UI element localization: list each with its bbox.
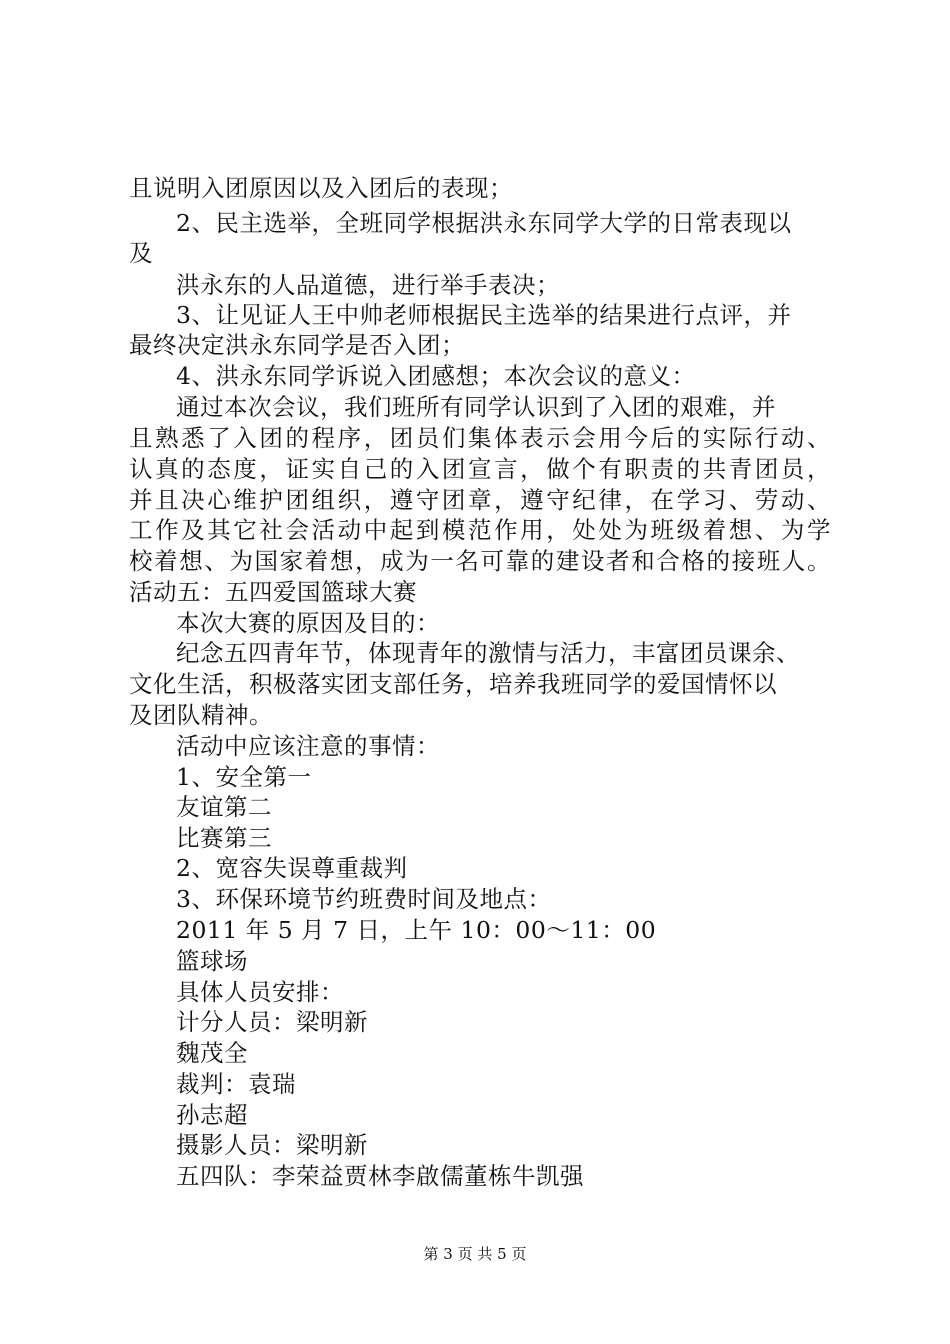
text-line: 洪永东的人品道德，进行举手表决； (176, 271, 560, 299)
text-line: 本次大赛的原因及目的： (176, 609, 440, 637)
text-line: 孙志超 (176, 1101, 248, 1129)
page-footer: 第 3 页 共 5 页 (423, 1245, 527, 1263)
text-line: 且说明入团原因以及入团后的表现； (129, 174, 513, 202)
text-line: 篮球场 (176, 947, 248, 975)
text-line: 摄影人员：梁明新 (176, 1131, 368, 1159)
text-line: 具体人员安排： (176, 978, 344, 1006)
text-line: 工作及其它社会活动中起到模范作用，处处为班级着想、为学 (129, 516, 831, 544)
text-line: 认真的态度，证实自己的入团宣言，做个有职责的共青团员， (129, 455, 831, 483)
text-line: 通过本次会议，我们班所有同学认识到了入团的艰难，并 (176, 393, 776, 421)
text-line: 文化生活，积极落实团支部任务，培养我班同学的爱国情怀以 (129, 670, 777, 698)
text-line: 比赛第三 (176, 824, 272, 852)
text-line: 2、民主选举，全班同学根据洪永东同学大学的日常表现以 (176, 209, 792, 237)
text-line: 校着想、为国家着想，成为一名可靠的建设者和合格的接班人。 (129, 547, 831, 575)
text-line: 计分人员：梁明新 (176, 1008, 368, 1036)
text-line: 1、安全第一 (176, 763, 312, 791)
text-line: 并且决心维护团组织，遵守团章，遵守纪律，在学习、劳动、 (129, 486, 831, 514)
text-line: 2、宽容失误尊重裁判 (176, 854, 408, 882)
text-line: 活动中应该注意的事情： (176, 732, 440, 760)
text-line: 及团队精神。 (129, 701, 273, 729)
text-line: 裁判：袁瑞 (176, 1070, 296, 1098)
text-line: 2011 年 5 月 7 日，上午 10：00～11：00 (176, 916, 657, 944)
text-line: 最终决定洪永东同学是否入团； (129, 331, 465, 359)
text-line: 且熟悉了入团的程序，团员们集体表示会用今后的实际行动、 (129, 424, 831, 452)
text-line: 3、让见证人王中帅老师根据民主选举的结果进行点评，并 (176, 301, 792, 329)
text-line: 3、环保环境节约班费时间及地点： (176, 885, 552, 913)
text-line: 纪念五四青年节，体现青年的激情与活力，丰富团员课余、 (176, 639, 800, 667)
section-heading: 活动五：五四爱国篮球大赛 (129, 578, 417, 606)
text-line: 4、洪永东同学诉说入团感想；本次会议的意义： (176, 362, 696, 390)
text-line: 五四队：李荣益贾林李啟儒董栋牛凯强 (176, 1162, 584, 1190)
text-line: 魏茂全 (176, 1039, 248, 1067)
text-line: 及 (129, 239, 153, 267)
text-line: 友谊第二 (176, 793, 272, 821)
